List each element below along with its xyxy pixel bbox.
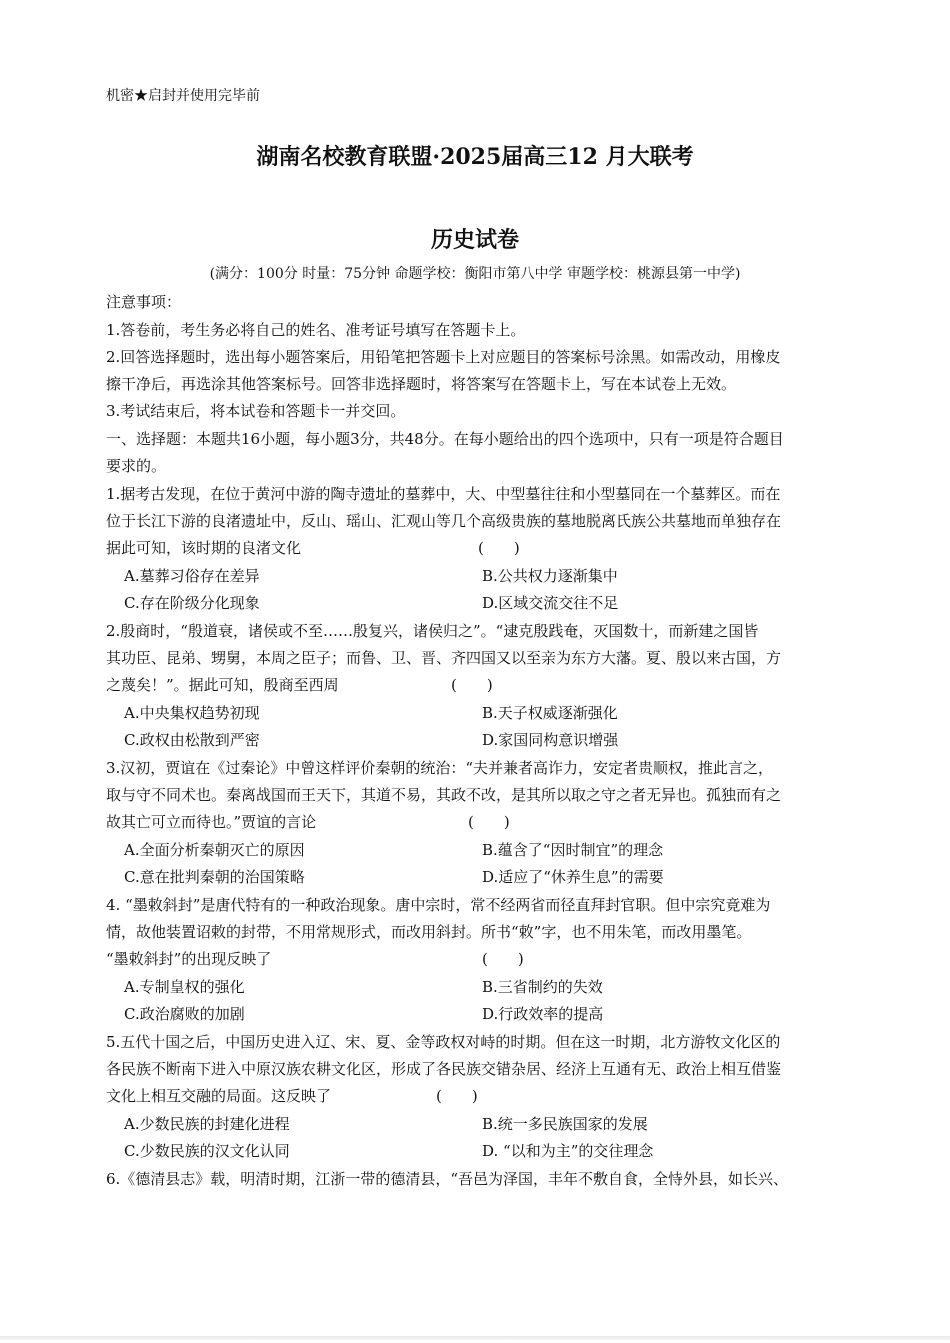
question-3-option-d: D.适应了“休养生息”的需要 [482, 868, 664, 886]
question-3-text: 取与守不同术也。秦离战国而王天下，其道不易，其政不改，是其所以取之守之者无异也。孤独而有之 [106, 786, 782, 804]
question-5-option-c: C.少数民族的汉文化认同 [124, 1142, 290, 1160]
question-3-option-c: C.意在批判秦朝的治国策略 [124, 868, 305, 886]
question-1-option-c: C.存在阶级分化现象 [124, 594, 260, 612]
question-5-option-a: A.少数民族的封建化进程 [124, 1115, 290, 1133]
question-6-text: 6.《德清县志》载，明清时期，江浙一带的德清县，“吾邑为泽国，丰年不敷自食，全恃外县，如长兴、 [106, 1170, 788, 1188]
question-4-option-a: A.专制皇权的强化 [124, 978, 245, 996]
question-4-text: 4. “墨敕斜封”是唐代特有的一种政治现象。唐中宗时，常不经两省而径直拜封官职。但中宗究竟难为 [106, 896, 771, 914]
question-1-option-b: B.公共权力逐渐集中 [482, 567, 618, 585]
question-4-option-b: B.三省制约的失效 [482, 978, 603, 996]
question-5-text: 各民族不断南下进入中原汉族农耕文化区，形成了各民族交错杂居、经济上互通有无、政治上相互借鉴 [106, 1060, 782, 1078]
answer-paren: ( ) [436, 1087, 478, 1105]
note-item: 3.考试结束后，将本试卷和答题卡一并交回。 [106, 402, 406, 420]
section-instruction: 要求的。 [106, 457, 167, 475]
question-5-text: 文化上相互交融的局面。这反映了 ( ) [106, 1087, 478, 1105]
question-3-option-a: A.全面分析秦朝灭亡的原因 [124, 841, 305, 859]
section-instruction: 一、选择题：本题共16小题，每小题3分，共48分。在每小题给出的四个选项中，只有一项是符合题目 [106, 430, 784, 448]
question-4-text: 情，故他装置诏敕的封带，不用常规形式，而改用斜封。所书“敕”字，也不用朱笔，而改用墨笔。 [106, 923, 752, 941]
confidential-mark: 机密★启封并使用完毕前 [106, 88, 260, 104]
exam-title: 湖南名校教育联盟·2025届高三12 月大联考 [256, 144, 694, 170]
question-1-text: 1.据考古发现，在位于黄河中游的陶寺遗址的墓葬中，大、中型墓往往和小型墓同在一个墓葬区。而在 [106, 485, 781, 503]
question-2-text: 之蔑矣！”。据此可知，殷商至西周 ( ) [106, 676, 493, 694]
question-2-option-d: D.家国同构意识增强 [482, 731, 619, 749]
question-2-text: 2.殷商时，“殷道衰，诸侯或不至……殷复兴，诸侯归之”。“逮克殷践奄，灭国数十，而新建之国皆 [106, 622, 759, 640]
question-2-option-c: C.政权由松散到严密 [124, 731, 260, 749]
exam-info: (满分：100分 时量：75分钟 命题学校：衡阳市第八中学 审题学校：桃源县第一中学) [209, 266, 741, 282]
question-1-option-a: A.墓葬习俗存在差异 [124, 567, 260, 585]
answer-paren: ( ) [468, 813, 510, 831]
question-2-option-b: B.天子权威逐渐强化 [482, 704, 618, 722]
question-2-text: 其功臣、昆弟、甥舅，本周之臣子；而鲁、卫、晋、齐四国又以至亲为东方大藩。夏、殷以来古国，方 [106, 649, 782, 667]
question-5-option-b: B.统一多民族国家的发展 [482, 1115, 648, 1133]
note-item: 擦干净后，再选涂其他答案标号。回答非选择题时，将答案写在答题卡上，写在本试卷上无效。 [106, 375, 737, 393]
question-3-option-b: B.蕴含了“因时制宜”的理念 [482, 841, 664, 859]
note-item: 1.答卷前，考生务必将自己的姓名、准考证号填写在答题卡上。 [106, 321, 526, 339]
notes-heading: 注意事项： [106, 293, 182, 311]
question-4-option-d: D.行政效率的提高 [482, 1005, 604, 1023]
page-bottom-edge [0, 1336, 950, 1340]
answer-paren: ( ) [482, 950, 524, 968]
answer-paren: ( ) [478, 539, 520, 557]
question-5-text: 5.五代十国之后，中国历史进入辽、宋、夏、金等政权对峙的时期。但在这一时期，北方游牧文化区的 [106, 1033, 781, 1051]
question-3-text: 3.汉初，贾谊在《过秦论》中曾这样评价秦朝的统治：“夫并兼者高诈力，安定者贵顺权，推此言之， [106, 759, 773, 777]
question-1-option-d: D.区域交流交往不足 [482, 594, 619, 612]
note-item: 2.回答选择题时，选出每小题答案后，用铅笔把答题卡上对应题目的答案标号涂黑。如需改动，用橡皮 [106, 348, 781, 366]
subject-title: 历史试卷 [430, 227, 519, 253]
question-1-text: 位于长江下游的良渚遗址中，反山、瑶山、汇观山等几个高级贵族的墓地脱离氏族公共墓地而单独存在 [106, 512, 782, 530]
question-5-option-d: D. “以和为主”的交往理念 [482, 1142, 654, 1160]
question-4-option-c: C.政治腐败的加剧 [124, 1005, 245, 1023]
answer-paren: ( ) [451, 676, 493, 694]
question-1-text: 据此可知，该时期的良渚文化 ( ) [106, 539, 520, 557]
question-3-text: 故其亡可立而待也。”贾谊的言论 ( ) [106, 813, 510, 831]
question-2-option-a: A.中央集权趋势初现 [124, 704, 260, 722]
question-4-text: “墨敕斜封”的出现反映了 ( ) [106, 950, 524, 968]
